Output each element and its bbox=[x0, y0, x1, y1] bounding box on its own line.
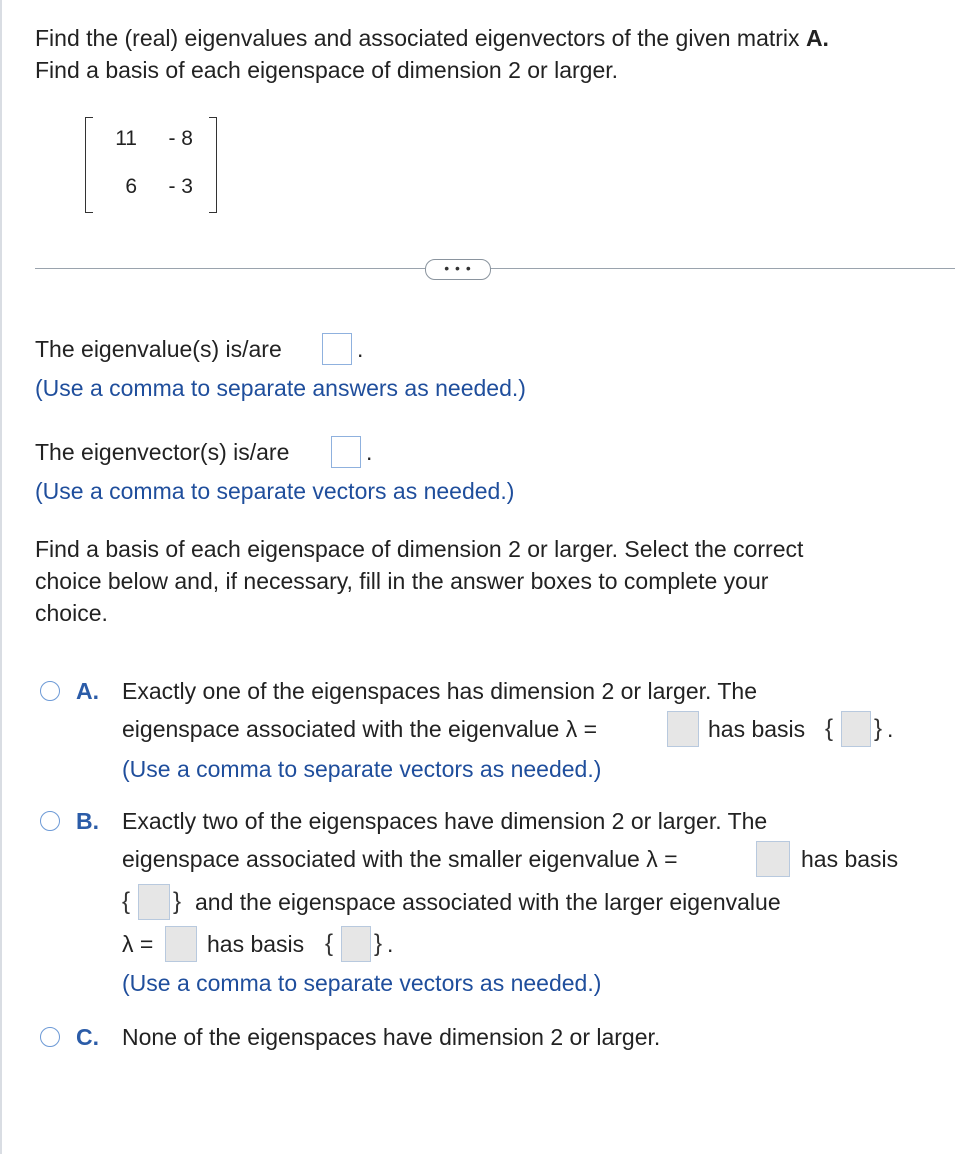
eigenvalue-period: . bbox=[357, 336, 364, 362]
choice-c-line-1: None of the eigenspaces have dimension 2 or larger. bbox=[122, 1024, 661, 1050]
choice-b-close-brace-1: } bbox=[173, 888, 182, 915]
choice-a-radio[interactable] bbox=[40, 681, 60, 701]
basis-prompt-line-2: choice below and, if necessary, fill in the answer boxes to complete your bbox=[35, 568, 769, 594]
choice-b-letter[interactable]: B. bbox=[76, 808, 99, 834]
matrix-name: A. bbox=[805, 25, 829, 51]
question-line-1 bbox=[35, 22, 829, 54]
choice-a-open-brace: { bbox=[825, 715, 834, 742]
eigenvector-label: The eigenvector(s) is/are bbox=[35, 439, 290, 465]
choice-b-smaller-basis-input[interactable] bbox=[138, 884, 170, 920]
choice-b-period: . bbox=[387, 931, 394, 957]
question-text: Find the (real) eigenvalues and associated eigenvectors of the given matrix bbox=[35, 25, 806, 51]
choice-a-close-brace: } bbox=[874, 715, 883, 742]
choice-a-hint: (Use a comma to separate vectors as needed.) bbox=[122, 756, 602, 782]
eigenvalue-hint: (Use a comma to separate answers as needed.) bbox=[35, 375, 526, 401]
choice-b-close-brace-2: } bbox=[374, 930, 383, 957]
matrix-left-bracket bbox=[85, 117, 93, 213]
choice-b-line-2: eigenspace associated with the smaller eigenvalue λ = bbox=[122, 846, 678, 872]
choice-a-basis-input[interactable] bbox=[841, 711, 871, 747]
eigenvector-period: . bbox=[366, 439, 373, 465]
matrix-A bbox=[85, 117, 217, 213]
separator-left bbox=[35, 268, 425, 269]
choice-b-hint: (Use a comma to separate vectors as needed.) bbox=[122, 970, 602, 996]
choice-b-smaller-eigenvalue-input[interactable] bbox=[756, 841, 790, 877]
choice-a-letter[interactable]: A. bbox=[76, 678, 99, 704]
left-border bbox=[0, 0, 2, 1154]
choice-a-has-basis: has basis bbox=[708, 716, 806, 742]
matrix-cell-r1c2: - 8 bbox=[168, 127, 193, 150]
choice-b-radio[interactable] bbox=[40, 811, 60, 831]
choice-b-open-brace-2: { bbox=[325, 930, 334, 957]
separator-right bbox=[489, 268, 955, 269]
choice-b-lambda-label: λ = bbox=[122, 931, 154, 957]
choice-b-line-3: and the eigenspace associated with the larger eigenvalue bbox=[195, 889, 781, 915]
matrix-cell-r2c1: 6 bbox=[125, 175, 137, 198]
choice-b-has-basis: has basis bbox=[801, 846, 899, 872]
choice-b-line-1: Exactly two of the eigenspaces have dimension 2 or larger. The bbox=[122, 808, 768, 834]
expand-more-button[interactable]: • • • bbox=[425, 259, 491, 280]
matrix-cell-r1c1: 11 bbox=[115, 127, 137, 150]
choice-a-line-2: eigenspace associated with the eigenvalue λ = bbox=[122, 716, 598, 742]
choice-a-period: . bbox=[887, 716, 894, 742]
choice-b-larger-basis-input[interactable] bbox=[341, 926, 371, 962]
eigenvalue-label: The eigenvalue(s) is/are bbox=[35, 336, 282, 362]
matrix-right-bracket bbox=[209, 117, 217, 213]
eigenvector-hint: (Use a comma to separate vectors as needed.) bbox=[35, 478, 515, 504]
choice-a-eigenvalue-input[interactable] bbox=[667, 711, 699, 747]
question-line-2: Find a basis of each eigenspace of dimension 2 or larger. bbox=[35, 57, 619, 83]
basis-prompt-line-3: choice. bbox=[35, 600, 108, 626]
choice-b-larger-eigenvalue-input[interactable] bbox=[165, 926, 197, 962]
choice-b-has-basis-2: has basis bbox=[207, 931, 305, 957]
matrix-cell-r2c2: - 3 bbox=[168, 175, 193, 198]
basis-prompt-line-1: Find a basis of each eigenspace of dimension 2 or larger. Select the correct bbox=[35, 536, 804, 562]
choice-b-open-brace-1: { bbox=[122, 888, 131, 915]
eigenvector-input[interactable] bbox=[331, 436, 361, 468]
choice-c-letter[interactable]: C. bbox=[76, 1024, 99, 1050]
eigenvalue-input[interactable] bbox=[322, 333, 352, 365]
choice-c-radio[interactable] bbox=[40, 1027, 60, 1047]
choice-a-line-1: Exactly one of the eigenspaces has dimension 2 or larger. The bbox=[122, 678, 758, 704]
